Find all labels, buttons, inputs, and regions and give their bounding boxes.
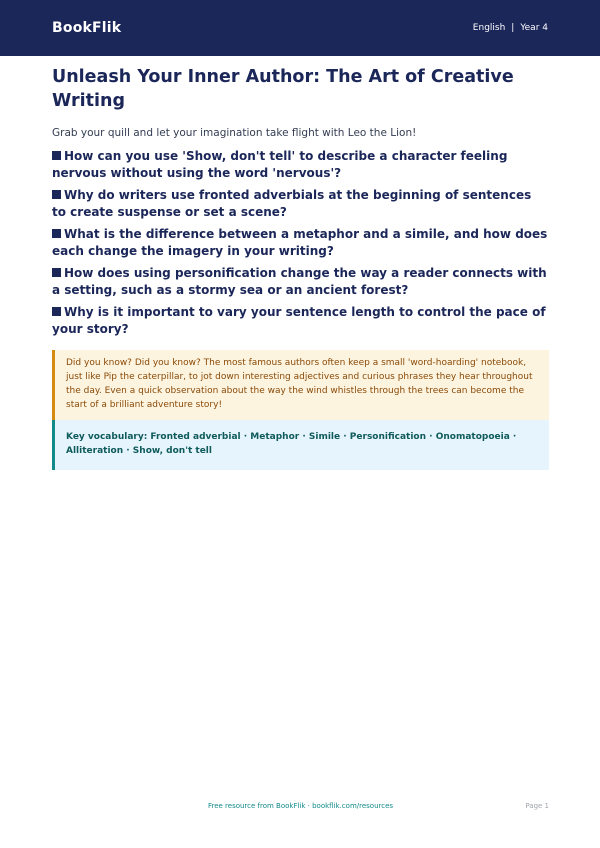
did-you-know-callout: Did you know? Did you know? The most famous authors often keep a small 'word-hoarding' notebook, just like Pip the caterpillar, to jot down interesting adjectives and curious phrases they hear throughout the day. Even a quick observation about the way the wind whistles through the trees can become the start of a brilliant adventure story!	[52, 350, 549, 420]
year-label: Year 4	[520, 23, 548, 33]
header-meta	[473, 23, 548, 33]
question-text: What is the difference between a metaphor and a simile, and how does each change the imagery in your writing?	[52, 227, 548, 258]
question-item	[52, 187, 549, 221]
brand-logo-text[interactable]: BookFlik	[52, 20, 122, 36]
subject-label: English	[472, 23, 506, 33]
meta-separator: |	[511, 23, 515, 33]
question-text: How does using personification change the way a reader connects with a setting, such as a stormy sea or an ancient forest?	[52, 266, 547, 297]
intro-text: Grab your quill and let your imagination take flight with Leo the Lion!	[52, 127, 417, 139]
square-bullet-icon	[52, 151, 61, 160]
main-content	[52, 64, 549, 470]
square-bullet-icon	[52, 268, 61, 277]
question-item	[52, 304, 549, 338]
question-text: Why do writers use fronted adverbials at the beginning of sentences to create suspense or set a scene?	[52, 188, 532, 219]
footer-credit-link[interactable]: Free resource from BookFlik · bookflik.com/resources	[207, 802, 394, 810]
key-vocabulary-callout: Key vocabulary: Fronted adverbial · Metaphor · Simile · Personification · Onomatopoeia · Alliteration · Show, don't tell	[52, 420, 549, 470]
square-bullet-icon	[52, 229, 61, 238]
square-bullet-icon	[52, 307, 61, 316]
question-item	[52, 148, 549, 182]
question-item	[52, 265, 549, 299]
page-number: Page 1	[525, 802, 549, 810]
question-text: How can you use 'Show, don't tell' to describe a character feeling nervous without using the word 'nervous'?	[52, 149, 508, 180]
question-list	[52, 148, 549, 338]
question-item	[52, 226, 549, 260]
question-text: Why is it important to vary your sentence length to control the pace of your story?	[52, 305, 546, 336]
page-title: Unleash Your Inner Author: The Art of Creative Writing	[52, 67, 514, 111]
header-bar	[0, 0, 600, 56]
square-bullet-icon	[52, 190, 61, 199]
page-footer	[52, 802, 549, 814]
